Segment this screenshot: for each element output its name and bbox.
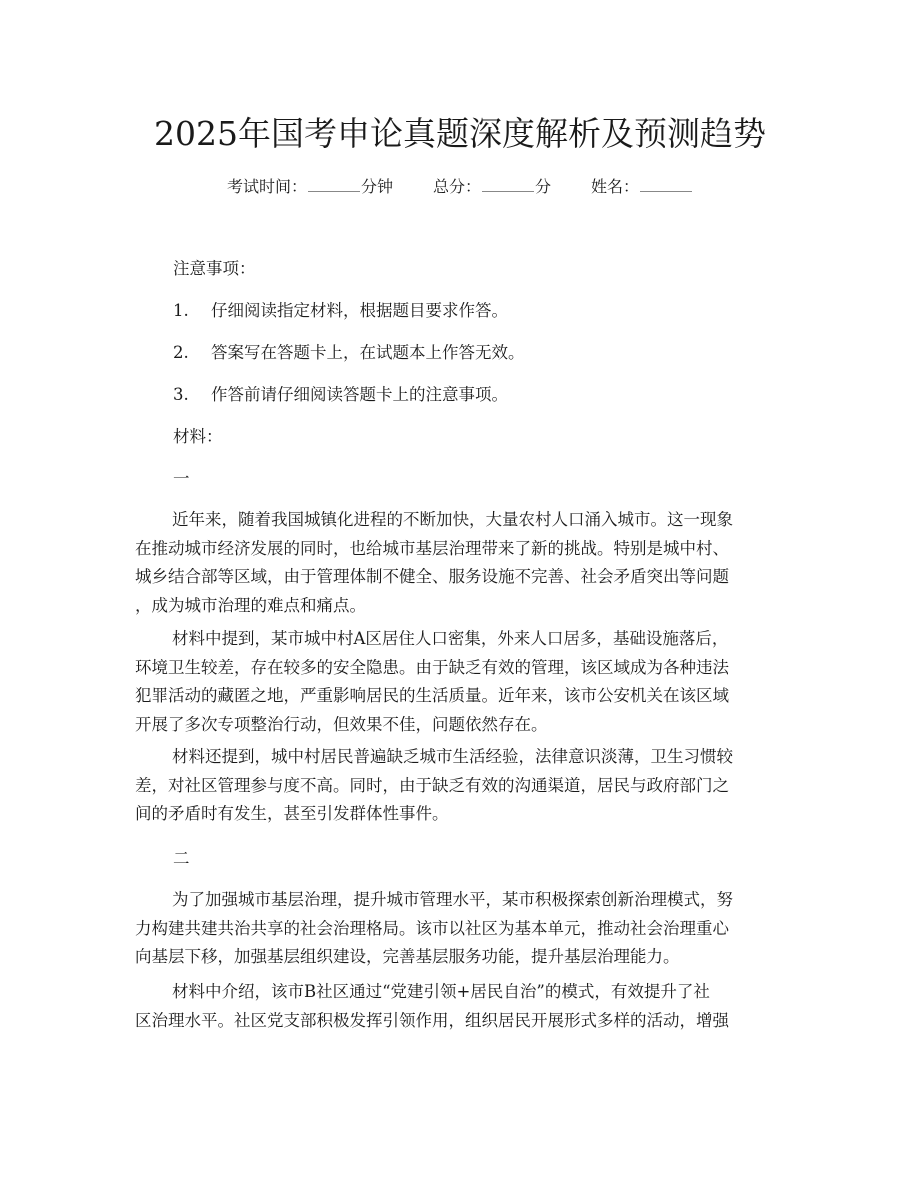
name-blank[interactable] [640, 177, 692, 192]
paragraph [135, 506, 787, 620]
paragraph-line: 材料还提到，城中村居民普遍缺乏城市生活经验，法律意识淡薄，卫生习惯较 [172, 747, 733, 766]
material-heading: 材料： [173, 427, 223, 446]
paragraph-line: 力构建共建共治共享的社会治理格局。该市以社区为基本单元，推动社会治理重心 [135, 918, 729, 938]
document-title: 2025年国考申论真题深度解析及预测趋势 [154, 114, 766, 153]
notice-item [173, 339, 525, 363]
total-score-blank[interactable] [482, 177, 534, 192]
paragraph-line: 环境卫生较差，存在较多的安全隐患。由于缺乏有效的管理，该区域成为各种违法 [135, 657, 729, 677]
notice-number: 2. [173, 343, 189, 362]
paragraph-line: 城乡结合部等区域，由于管理体制不健全、服务设施不完善、社会矛盾突出等问题 [135, 567, 729, 586]
paragraph-line: 犯罪活动的藏匿之地，严重影响居民的生活质量。近年来，该市公安机关在该区域 [135, 686, 729, 705]
paragraph-line: 材料中提到，某市城中村A区居住人口密集，外来人口居多，基础设施落后， [172, 629, 729, 648]
exam-time-label: 考试时间： [226, 177, 307, 196]
paragraph-line: ，成为城市治理的难点和痛点。 [135, 595, 366, 615]
paragraph [135, 743, 787, 829]
notice-text: 仔细阅读指定材料，根据题目要求作答。 [211, 301, 508, 320]
total-score-unit: 分 [535, 177, 552, 196]
paragraph-line: 间的矛盾时有发生，甚至引发群体性事件。 [135, 804, 449, 823]
paragraph-line: 在推动城市经济发展的同时，也给城市基层治理带来了新的挑战。特别是城中村、 [135, 538, 729, 558]
notice-item [173, 297, 508, 321]
paragraph-line: 材料中介绍，该市B社区通过“党建引领+居民自治”的模式，有效提升了社 [172, 982, 710, 1001]
paragraph-line: 区治理水平。社区党支部积极发挥引领作用，组织居民开展形式多样的活动，增强 [135, 1010, 729, 1030]
notice-number: 1. [173, 301, 189, 320]
notice-item [173, 381, 508, 405]
notice-text: 作答前请仔细阅读答题卡上的注意事项。 [211, 385, 508, 404]
notice-heading: 注意事项： [173, 259, 256, 278]
paragraph-line: 为了加强城市基层治理，提升城市管理水平，某市积极探索创新治理模式，努 [172, 890, 733, 909]
paragraph [135, 625, 787, 739]
paragraph-line: 近年来，随着我国城镇化进程的不断加快，大量农村人口涌入城市。这一现象 [172, 510, 733, 529]
exam-time-unit: 分钟 [360, 177, 393, 196]
name-label: 姓名： [591, 177, 640, 196]
paragraph [135, 978, 787, 1035]
paragraph-line: 开展了多次专项整治行动，但效果不佳，问题依然存在。 [135, 714, 548, 734]
exam-time-blank[interactable] [308, 177, 360, 192]
notice-number: 3. [173, 385, 189, 404]
paragraph-line: 差，对社区管理参与度不高。同时，由于缺乏有效的沟通渠道，居民与政府部门之 [135, 775, 729, 795]
section-number: 一 [173, 469, 190, 488]
paragraph [135, 886, 787, 972]
notice-text: 答案写在答题卡上，在试题本上作答无效。 [211, 343, 525, 362]
total-score-label: 总分： [432, 177, 481, 196]
paragraph-line: 向基层下移，加强基层组织建设，完善基层服务功能，提升基层治理能力。 [135, 947, 680, 966]
exam-meta [0, 174, 920, 197]
section-number: 二 [173, 849, 190, 868]
